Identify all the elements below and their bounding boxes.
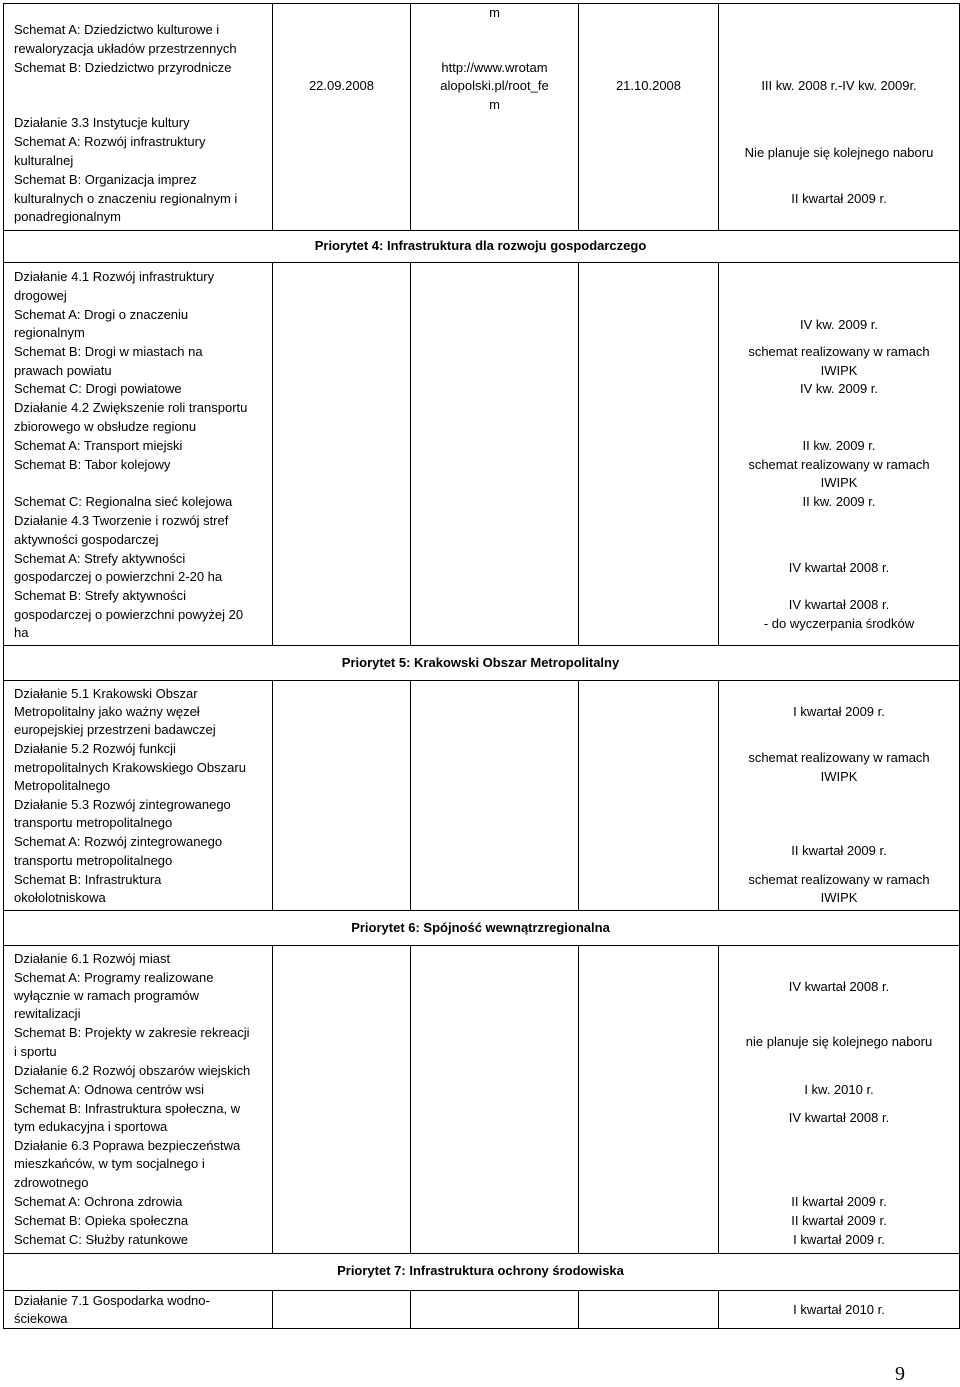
link-cell-top: m — [489, 5, 500, 20]
row-label-line: Działanie 6.1 Rozwój miast — [14, 951, 171, 966]
row-label-line: Schemat B: Dziedzictwo przyrodnicze — [14, 60, 232, 75]
row-label-line: Schemat B: Projekty w zakresie rekreacji — [14, 1025, 250, 1040]
row-label-line: Schemat B: Strefy aktywności — [14, 588, 186, 603]
schedule-note: II kwartał 2009 r. — [791, 1194, 887, 1209]
row-label-line: Schemat C: Służby ratunkowe — [14, 1232, 189, 1247]
row-label-line: kulturalnych o znaczeniu regionalnym i — [14, 191, 238, 206]
row-label-line: Schemat A: Programy realizowane — [14, 970, 214, 985]
table-border — [3, 262, 959, 263]
row-label-line: regionalnym — [14, 325, 85, 340]
row-label-line: drogowej — [14, 288, 67, 303]
schedule-note: schemat realizowany w ramach — [748, 344, 930, 359]
row-label-line: Metropolitalny jako ważny węzeł — [14, 704, 200, 719]
table-border — [3, 1328, 959, 1329]
schedule-note: IWIPK — [820, 890, 858, 905]
info-link-line[interactable]: alopolski.pl/root_fe — [440, 78, 549, 93]
row-label-line: Schemat A: Drogi o znaczeniu — [14, 307, 189, 322]
row-label-line: ponadregionalnym — [14, 209, 121, 224]
row-label-line: Działanie 5.1 Krakowski Obszar — [14, 686, 198, 701]
schedule-note: - do wyczerpania środków — [763, 616, 915, 631]
row-label-line: okołolotniskowa — [14, 890, 106, 905]
schedule-note: schemat realizowany w ramach — [748, 750, 930, 765]
schedule-note: IWIPK — [820, 475, 858, 490]
row-label-line: prawach powiatu — [14, 363, 112, 378]
row-label-line: Schemat A: Rozwój infrastruktury — [14, 134, 206, 149]
row-label-line: ha — [14, 625, 29, 640]
row-label-line: Działanie 4.2 Zwiększenie roli transportu — [14, 400, 248, 415]
table-border — [3, 230, 959, 231]
table-border — [3, 3, 4, 1329]
schedule-note: II kw. 2009 r. — [802, 494, 876, 509]
announcement-date: 22.09.2008 — [308, 78, 375, 93]
table-border — [3, 910, 959, 911]
schedule-note: I kwartał 2009 r. — [793, 704, 885, 719]
row-label-line: Schemat B: Infrastruktura — [14, 872, 162, 887]
row-label-line: zbiorowego w obsłudze regionu — [14, 419, 197, 434]
table-border — [3, 680, 959, 681]
table-border — [3, 945, 959, 946]
table-border — [3, 1253, 959, 1254]
row-label-line: Schemat A: Ochrona zdrowia — [14, 1194, 183, 1209]
schedule-note: II kw. 2009 r. — [802, 438, 876, 453]
row-label-line: tym edukacyjna i sportowa — [14, 1119, 168, 1134]
table-border — [410, 680, 411, 911]
priority-heading: Priorytet 6: Spójność wewnątrzregionalna — [351, 920, 610, 935]
schedule-note: IV kwartał 2008 r. — [788, 979, 890, 994]
schedule-note: schemat realizowany w ramach — [748, 457, 930, 472]
table-border — [272, 3, 273, 231]
table-border — [272, 1290, 273, 1329]
row-label-line: Schemat A: Odnowa centrów wsi — [14, 1082, 205, 1097]
row-label-line: Schemat B: Drogi w miastach na — [14, 344, 203, 359]
schedule-note: I kw. 2010 r. — [804, 1082, 874, 1097]
row-label-line: mieszkańców, w tym socjalnego i — [14, 1156, 205, 1171]
row-label-line: gospodarczej o powierzchni powyżej 20 — [14, 607, 244, 622]
row-label-line: Schemat C: Regionalna sieć kolejowa — [14, 494, 233, 509]
schedule-note: IV kwartał 2008 r. — [788, 597, 890, 612]
schedule-note: nie planuje się kolejnego naboru — [745, 1034, 933, 1049]
row-label-line: Działanie 3.3 Instytucje kultury — [14, 115, 190, 130]
row-label-line: Działanie 5.2 Rozwój funkcji — [14, 741, 176, 756]
table-border — [410, 1290, 411, 1329]
row-label-line: transportu metropolitalnego — [14, 853, 173, 868]
row-label-line: aktywności gospodarczej — [14, 532, 159, 547]
row-label-line: Działanie 6.2 Rozwój obszarów wiejskich — [14, 1063, 251, 1078]
row-label-line: kulturalnej — [14, 153, 74, 168]
deadline-date: 21.10.2008 — [615, 78, 682, 93]
row-label-line: europejskiej przestrzeni badawczej — [14, 722, 216, 737]
row-label-line: rewitalizacji — [14, 1006, 81, 1021]
schedule-note: I kwartał 2010 r. — [793, 1302, 885, 1317]
page-number: 9 — [895, 1363, 905, 1385]
schedule-note: IV kw. 2009 r. — [799, 317, 879, 332]
row-label-line: Metropolitalnego — [14, 778, 111, 793]
table-border — [578, 680, 579, 911]
table-border — [410, 3, 411, 231]
row-label-line: i sportu — [14, 1044, 57, 1059]
schedule-note: I kwartał 2009 r. — [793, 1232, 885, 1247]
row-label-line: Działanie 4.1 Rozwój infrastruktury — [14, 269, 215, 284]
period-text: III kw. 2008 r.-IV kw. 2009r. — [761, 78, 917, 93]
table-border — [3, 1290, 959, 1291]
schedule-note: IV kw. 2009 r. — [799, 381, 879, 396]
row-label-line: Schemat A: Strefy aktywności — [14, 551, 186, 566]
table-border — [272, 945, 273, 1254]
table-border — [410, 945, 411, 1254]
row-label-line: metropolitalnych Krakowskiego Obszaru — [14, 760, 246, 775]
row-label-line: Schemat B: Infrastruktura społeczna, w — [14, 1101, 241, 1116]
table-border — [578, 1290, 579, 1329]
table-border — [3, 645, 959, 646]
priority-heading: Priorytet 5: Krakowski Obszar Metropolitalny — [341, 655, 620, 670]
row-label-line: wyłącznie w ramach programów — [14, 988, 199, 1003]
schedule-note: II kwartał 2009 r. — [791, 843, 887, 858]
table-border — [272, 262, 273, 646]
priority-heading: Priorytet 7: Infrastruktura ochrony środowiska — [337, 1263, 624, 1278]
table-border — [410, 262, 411, 646]
schedule-note: IV kwartał 2008 r. — [788, 1110, 890, 1125]
row-label-line: Schemat B: Opieka społeczna — [14, 1213, 189, 1228]
row-label-line: gospodarczej o powierzchni 2-20 ha — [14, 569, 223, 584]
row-label-line: ściekowa — [14, 1311, 68, 1326]
schedule-note: IV kwartał 2008 r. — [788, 560, 890, 575]
row-label-line: Schemat B: Organizacja imprez — [14, 172, 197, 187]
row-label-line: zdrowotnego — [14, 1175, 89, 1190]
row-label-line: Działanie 5.3 Rozwój zintegrowanego — [14, 797, 231, 812]
table-border — [578, 3, 579, 231]
row-label-line: Schemat B: Tabor kolejowy — [14, 457, 171, 472]
info-link-line[interactable]: m — [489, 97, 500, 112]
row-label-line: Schemat C: Drogi powiatowe — [14, 381, 182, 396]
row-label-line: Działanie 4.3 Tworzenie i rozwój stref — [14, 513, 229, 528]
table-border — [578, 945, 579, 1254]
row-label-line: Schemat A: Dziedzictwo kulturowe i — [14, 22, 220, 37]
schedule-note: IWIPK — [820, 769, 858, 784]
schedule-note: II kwartał 2009 r. — [791, 1213, 887, 1228]
row-label-line: transportu metropolitalnego — [14, 815, 173, 830]
row-label-line: Działanie 6.3 Poprawa bezpieczeństwa — [14, 1138, 241, 1153]
row-label-line: Działanie 7.1 Gospodarka wodno- — [14, 1293, 210, 1308]
row-label-line: rewaloryzacja układów przestrzennych — [14, 41, 237, 56]
priority-heading: Priorytet 4: Infrastruktura dla rozwoju gospodarczego — [314, 238, 647, 253]
row-label-line: Schemat A: Transport miejski — [14, 438, 183, 453]
row-label-line: Schemat A: Rozwój zintegrowanego — [14, 834, 223, 849]
table-border — [578, 262, 579, 646]
schedule-note: II kwartał 2009 r. — [791, 191, 887, 206]
table-border — [272, 680, 273, 911]
schedule-note: IWIPK — [820, 363, 858, 378]
info-link-line[interactable]: http://www.wrotam — [441, 60, 548, 75]
schedule-note: Nie planuje się kolejnego naboru — [744, 145, 934, 160]
schedule-note: schemat realizowany w ramach — [748, 872, 930, 887]
